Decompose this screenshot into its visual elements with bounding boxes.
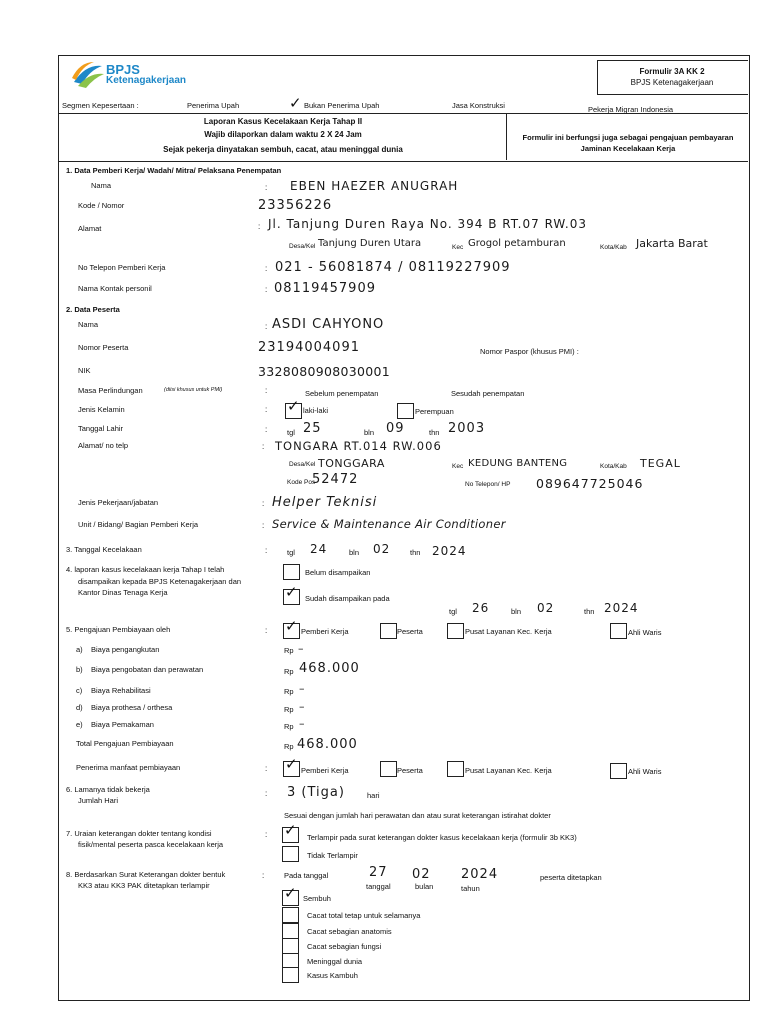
sec6-label-1: 6. Lamanya tidak bekerja (66, 785, 150, 794)
value-alamat-peserta: TONGARA RT.014 RW.006 (275, 439, 442, 453)
sec7-label-1: 7. Uraian keterangan dokter tentang kondisi (66, 829, 212, 838)
value-desa-peserta: TONGGARA (318, 457, 385, 470)
value-nik: 3328080908030001 (258, 364, 391, 379)
opt-ahli-waris: Ahli Waris (628, 628, 662, 637)
checkbox-belum-disampaikan[interactable] (283, 564, 300, 580)
value-sec8-thn: 2024 (461, 867, 499, 882)
label-jk: Jenis Kelamin (78, 405, 125, 414)
title-divider (506, 113, 507, 160)
tgl-label: tgl (287, 548, 295, 557)
colon: : (265, 626, 268, 635)
checkbox-pusat-layanan[interactable] (447, 623, 464, 639)
sec4-opt-sudah: Sudah disampaikan pada (305, 594, 390, 603)
checkbox-tidak-terlampir[interactable] (282, 846, 299, 862)
opt-penerima-ahli-waris: Ahli Waris (628, 767, 662, 776)
opt-terlampir: Terlampir pada surat keterangan dokter kasus kecelakaan kerja (formulir 3b KK3) (307, 833, 577, 842)
value-kota-peserta: TEGAL (640, 457, 681, 470)
sec4-label-1: 4. laporan kasus kecelakaan kerja Tahap I telah (66, 565, 225, 574)
opt-kambuh: Kasus Kambuh (307, 971, 358, 980)
label-desa-peserta: Desa/Kel (289, 461, 316, 468)
colon: : (262, 442, 265, 451)
checkbox-cacat-total[interactable] (282, 907, 299, 923)
jk-laki-laki: laki-laki (303, 406, 329, 415)
value-telp: 021 - 56081874 / 08119227909 (275, 260, 511, 275)
form-code: Formulir 3A KK 2 (639, 67, 705, 76)
bln-label: bln (349, 548, 360, 557)
label-pengajuan: 5. Pengajuan Pembiayaan oleh (66, 625, 171, 634)
colon: : (265, 322, 268, 331)
rp-label: Rp (284, 646, 294, 655)
label-nik: NIK (78, 366, 91, 375)
sec4-opt-belum: Belum disampaikan (305, 568, 371, 577)
sec8-label-2: KK3 atau KK3 PAK ditetapkan terlampir (78, 881, 210, 890)
label-kode: Kode / Nomor (78, 201, 125, 210)
check-icon: ✓ (289, 95, 302, 112)
sec7-label-2: fisik/mental peserta pasca kecelakaan kerja (78, 840, 224, 849)
label-desa: Desa/Kel (289, 243, 316, 250)
checkbox-pemberi-kerja[interactable]: ✓ (283, 623, 300, 639)
value-kodepos: 52472 (312, 472, 359, 487)
label-telp: No Telepon Pemberi Kerja (78, 263, 166, 272)
form-org: BPJS Ketenagakerjaan (630, 78, 714, 87)
opt-cacat-fungsi: Cacat sebagian fungsi (307, 942, 382, 951)
label-kec: Kec (452, 244, 464, 251)
value-lahir-thn: 2003 (448, 421, 486, 436)
item-letter: a) (76, 645, 83, 654)
opt-pemberi-kerja: Pemberi Kerja (301, 627, 349, 636)
checkbox-cacat-anatomis[interactable] (282, 923, 299, 939)
opt-penerima-pemberi-kerja: Pemberi Kerja (301, 766, 349, 775)
opt-cacat-anatomis: Cacat sebagian anatomis (307, 927, 392, 936)
value-kec: Grogol petamburan (468, 238, 566, 249)
colon: : (265, 425, 268, 434)
value-biaya-pengangkutan: – (298, 642, 305, 655)
segmen-pmi: Pekerja Migran Indonesia (588, 105, 674, 114)
label-biaya-prothesa: Biaya prothesa / orthesa (91, 703, 173, 712)
item-letter: c) (76, 686, 83, 695)
checkbox-penerima-peserta[interactable] (380, 761, 397, 777)
opt-meninggal: Meninggal dunia (307, 957, 363, 966)
label-paspor: Nomor Paspor (khusus PMI) : (480, 347, 579, 356)
opt-sembuh: Sembuh (303, 894, 331, 903)
label-pekerjaan: Jenis Pekerjaan/jabatan (78, 498, 159, 507)
value-sec4-bln: 02 (537, 601, 555, 615)
label-alamat-peserta: Alamat/ no telp (78, 441, 129, 450)
rp-label: Rp (284, 687, 294, 696)
checkbox-penerima-pusat-layanan[interactable] (447, 761, 464, 777)
masa-opt-sebelum: Sebelum penempatan (305, 389, 379, 398)
label-masa: Masa Perlindungan (78, 386, 143, 395)
value-pemberi-nama: EBEN HAEZER ANUGRAH (290, 179, 459, 193)
colon: : (265, 789, 268, 798)
label-kec-peserta: Kec (452, 463, 464, 470)
colon: : (265, 386, 268, 395)
colon: : (265, 830, 268, 839)
label-total: Total Pengajuan Pembiayaan (76, 739, 174, 748)
checkbox-ahli-waris[interactable] (610, 623, 627, 639)
masa-note: (diisi khusus untuk PMI) (164, 387, 223, 393)
bulan-caption: bulan (415, 882, 434, 891)
colon: : (262, 871, 265, 880)
rp-label: Rp (284, 722, 294, 731)
colon: : (265, 764, 268, 773)
label-peserta-nama: Nama (78, 320, 99, 329)
value-unit: Service & Maintenance Air Conditioner (272, 517, 506, 531)
value-kecelakaan-bln: 02 (373, 542, 391, 556)
value-lama-tidak-bekerja: 3 (Tiga) (287, 785, 345, 800)
section-1-heading: 1. Data Pemberi Kerja/ Wadah/ Mitra/ Pelaksana Penempatan (66, 166, 282, 175)
thn-label: thn (584, 607, 595, 616)
opt-penerima-peserta: Peserta (397, 766, 423, 775)
label-unit: Unit / Bidang/ Bagian Pemberi Kerja (78, 520, 199, 529)
item-letter: e) (76, 720, 83, 729)
checkbox-cacat-fungsi[interactable] (282, 938, 299, 954)
label-kota: Kota/Kab (600, 244, 627, 251)
value-nomor-peserta: 23194004091 (258, 340, 360, 355)
value-biaya-pengobatan: 468.000 (299, 661, 360, 676)
label-hp: No Telepon/ HP (465, 481, 511, 488)
checkbox-laki-laki[interactable]: ✓ (285, 403, 302, 419)
label-nama: Nama (91, 181, 112, 190)
label-biaya-pengangkutan: Biaya pengangkutan (91, 645, 160, 654)
value-biaya-rehabilitasi: – (299, 682, 306, 695)
opt-penerima-pusat-layanan: Pusat Layanan Kec. Kerja (465, 766, 552, 775)
sec6-label-2: Jumlah Hari (78, 796, 119, 805)
sec6-note: Sesuai dengan jumlah hari perawatan dan atau surat keterangan istirahat dokter (284, 811, 551, 820)
sec4-label-3: Kantor Dinas Tenaga Kerja (78, 588, 168, 597)
value-kecelakaan-thn: 2024 (432, 544, 467, 558)
checkbox-kambuh[interactable] (282, 967, 299, 983)
title-line-1: Laporan Kasus Kecelakaan Kerja Tahap II (203, 117, 363, 126)
value-kontak: 08119457909 (274, 281, 376, 296)
checkbox-penerima-ahli-waris[interactable] (610, 763, 627, 779)
logo-subtext: Ketenagakerjaan (106, 75, 187, 86)
colon: : (262, 521, 265, 530)
colon: : (265, 183, 268, 192)
checkbox-terlampir[interactable]: ✓ (282, 827, 299, 843)
segmen-jasa-konstruksi: Jasa Konstruksi (452, 101, 505, 110)
value-desa: Tanjung Duren Utara (318, 238, 422, 249)
value-biaya-pemakaman: – (299, 717, 306, 730)
bln-label: bln (364, 428, 375, 437)
value-hp: 089647725046 (536, 476, 644, 491)
value-alamat: Jl. Tanjung Duren Raya No. 394 B RT.07 RW.03 (268, 217, 587, 231)
label-tanggal-kecelakaan: 3. Tanggal Kecelakaan (66, 545, 142, 554)
tanggal-caption: tanggal (366, 882, 391, 891)
colon: : (265, 264, 268, 273)
value-sec8-bln: 02 (412, 867, 431, 882)
bln-label: bln (511, 607, 522, 616)
colon: : (265, 546, 268, 555)
pada-tanggal-label: Pada tanggal (284, 871, 329, 880)
rp-label: Rp (284, 667, 294, 676)
checkbox-penerima-pemberi-kerja[interactable]: ✓ (283, 761, 300, 777)
value-sec4-tgl: 26 (472, 601, 490, 615)
value-sec8-tgl: 27 (369, 865, 388, 880)
colon: : (265, 405, 268, 414)
segmen-penerima-upah: Penerima Upah (187, 101, 240, 110)
label-kota-peserta: Kota/Kab (600, 463, 627, 470)
label-kontak: Nama Kontak personil (78, 284, 152, 293)
value-kecelakaan-tgl: 24 (310, 542, 328, 556)
rp-label: Rp (284, 742, 294, 751)
opt-peserta: Peserta (397, 627, 423, 636)
tgl-label: tgl (449, 607, 457, 616)
value-kec-peserta: KEDUNG BANTENG (468, 458, 568, 469)
value-sec4-thn: 2024 (604, 601, 639, 615)
value-lahir-tgl: 25 (303, 421, 322, 436)
segmen-label: Segmen Kepesertaan : (62, 101, 139, 110)
opt-cacat-total: Cacat total tetap untuk selamanya (307, 911, 421, 920)
thn-label: thn (429, 428, 440, 437)
section-2-heading: 2. Data Peserta (66, 305, 120, 314)
value-pekerjaan: Helper Teknisi (272, 495, 378, 510)
logo-text: BPJS (106, 62, 140, 77)
bpjs-logo-icon (68, 58, 108, 92)
title-note: Formulir ini berfungsi juga sebagai pengajuan pembayaran Jaminan Kecelakaan Kerja (522, 133, 734, 153)
colon: : (265, 285, 268, 294)
label-alamat: Alamat (78, 224, 102, 233)
item-letter: d) (76, 703, 83, 712)
sec8-label-1: 8. Berdasarkan Surat Keterangan dokter bentuk (66, 870, 226, 879)
label-tgl-lahir: Tanggal Lahir (78, 424, 124, 433)
value-peserta-nama: ASDI CAHYONO (272, 317, 385, 332)
checkbox-peserta[interactable] (380, 623, 397, 639)
label-kodepos: Kode Pos (287, 479, 316, 486)
checkbox-sudah-disampaikan[interactable]: ✓ (283, 589, 300, 605)
item-letter: b) (76, 665, 83, 674)
title-line-2: Wajib dilaporkan dalam waktu 2 X 24 Jam (204, 130, 362, 139)
label-biaya-rehabilitasi: Biaya Rehabilitasi (91, 686, 151, 695)
label-penerima-manfaat: Penerima manfaat pembiayaan (76, 763, 181, 772)
opt-tidak-terlampir: Tidak Terlampir (307, 851, 358, 860)
masa-opt-sesudah: Sesudah penempatan (451, 389, 525, 398)
value-lahir-bln: 09 (386, 421, 405, 436)
opt-pusat-layanan: Pusat Layanan Kec. Kerja (465, 627, 552, 636)
checkbox-perempuan[interactable] (397, 403, 414, 419)
tahun-caption: tahun (461, 884, 480, 893)
colon: : (258, 222, 261, 231)
title-line-3: Sejak pekerja dinyatakan sembuh, cacat, atau meninggal dunia (163, 145, 403, 154)
checkbox-sembuh[interactable]: ✓ (282, 890, 299, 906)
value-kode: 23356226 (258, 198, 333, 213)
ditetapkan-label: peserta ditetapkan (540, 873, 602, 882)
sec4-label-2: disampaikan kepada BPJS Ketenagakerjaan dan (78, 577, 242, 586)
value-total: 468.000 (297, 737, 358, 752)
rp-label: Rp (284, 705, 294, 714)
thn-label: thn (410, 548, 421, 557)
value-kota: Jakarta Barat (636, 237, 708, 250)
jk-perempuan: Perempuan (415, 407, 454, 416)
colon: : (262, 499, 265, 508)
segmen-bukan-penerima-upah: Bukan Penerima Upah (304, 101, 380, 110)
value-biaya-prothesa: – (299, 700, 306, 713)
hari-label: hari (367, 791, 380, 800)
label-nomor-peserta: Nomor Peserta (78, 343, 129, 352)
tgl-label: tgl (287, 428, 295, 437)
label-biaya-pengobatan: Biaya pengobatan dan perawatan (91, 665, 204, 674)
label-biaya-pemakaman: Biaya Pemakaman (91, 720, 154, 729)
